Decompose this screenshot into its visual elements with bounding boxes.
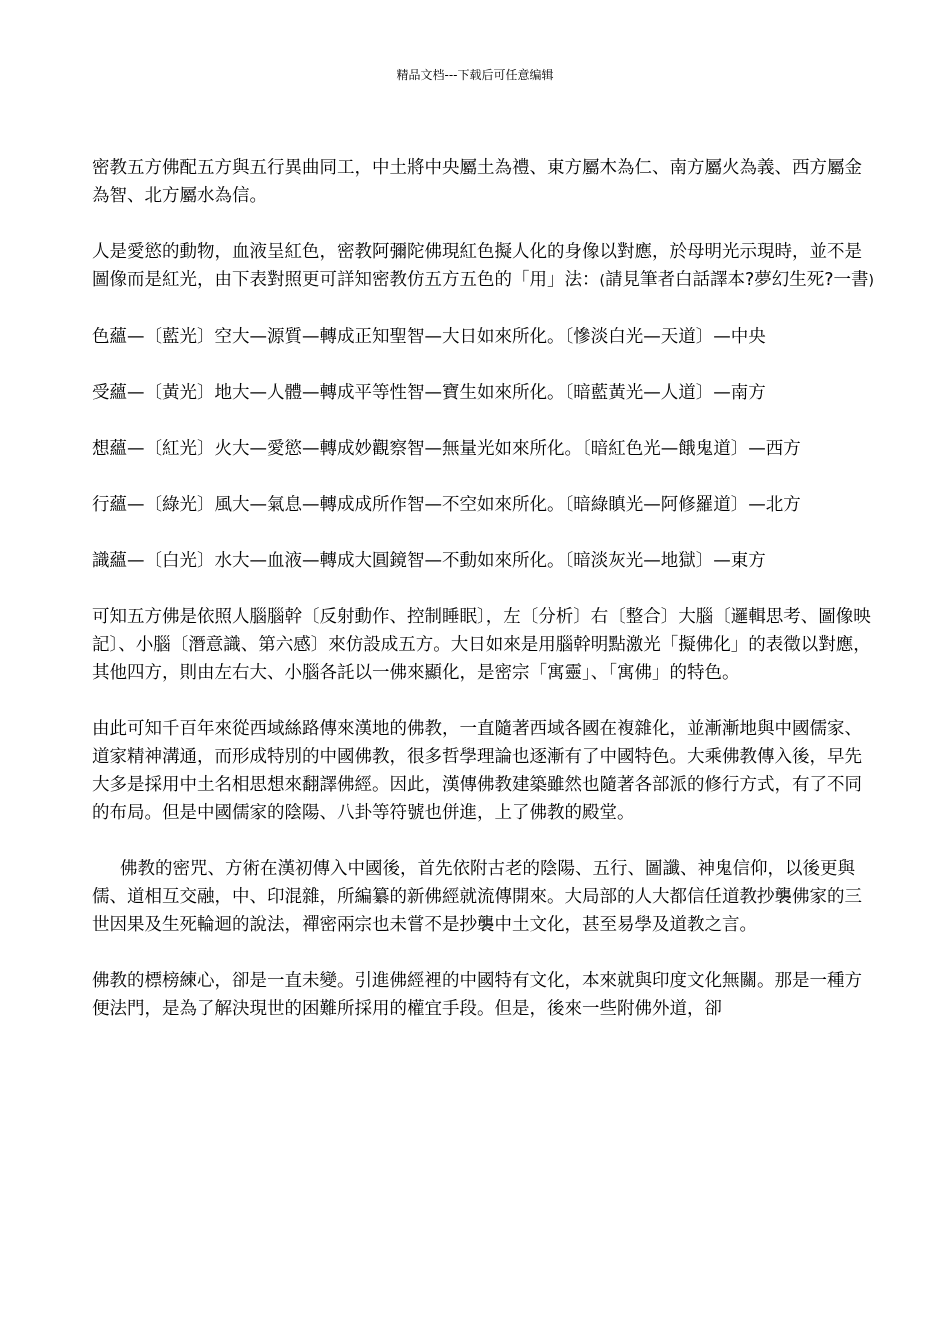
skandha-form: 色蘊—〔藍光〕空大—源質—轉成正知聖智—大日如來所化。〔慘淡白光—天道〕—中央: [92, 327, 766, 347]
document-body: [92, 154, 878, 1051]
paragraph-brain: 可知五方佛是依照人腦腦幹〔反射動作、控制睡眠〕，左〔分析〕右〔整合〕大腦〔邏輯思考、圖像映記〕、小腦〔潛意識、第六感〕來仿設成五方。大日如來是用腦幹明點激光「擬佛化」的表徵以對應，其他四方，則由左右大、小腦各託以一佛來顯化，是密宗「寓靈」、「寓佛」的特色。: [92, 607, 871, 683]
skandha-perception: 想蘊—〔紅光〕火大—愛慾—轉成妙觀察智—無量光如來所化。〔暗紅色光—餓鬼道〕—西方: [92, 439, 801, 459]
paragraph-red-light: [92, 238, 878, 295]
skandha-formation: 行蘊—〔綠光〕風大—氣息—轉成成所作智—不空如來所化。〔暗綠瞋光—阿修羅道〕—北方: [92, 495, 801, 515]
paragraph-mantras: 佛教的密咒、方術在漢初傳入中國後，首先依附古老的陰陽、五行、圖讖、神鬼信仰，以後更與儒、道相互交融，中、印混雜，所編纂的新佛經就流傳開來。大局部的人大都信任道教抄襲佛家的三世因果及生死輪迴的說法，禪密兩宗也未嘗不是抄襲中土文化，甚至易學及道教之言。: [92, 859, 862, 935]
paragraph-five-elements: 密教五方佛配五方與五行異曲同工，中土將中央屬土為禮、東方屬木為仁、南方屬火為義、西方屬金為智、北方屬水為信。: [92, 158, 862, 206]
paragraph-red-light-text: 人是愛慾的動物，血液呈紅色，密教阿彌陀佛現紅色擬人化的身像以對應，於母明光示現時，並不是圖像而是紅光，由下表對照更可詳知密教仿五方五色的「用」法：: [92, 242, 862, 290]
book-reference-note: 請見筆者白話譯本?夢幻生死?一書: [604, 270, 869, 290]
note-close-paren: ): [868, 273, 875, 289]
skandha-consciousness: 識蘊—〔白光〕水大—血液—轉成大圓鏡智—不動如來所化。〔暗淡灰光—地獄〕—東方: [92, 551, 766, 571]
paragraph-silk-road: 由此可知千百年來從西域絲路傳來漢地的佛教，一直隨著西域各國在複雜化，並漸漸地與中國儒家、道家精神溝通，而形成特別的中國佛教，很多哲學理論也逐漸有了中國特色。大乘佛教傳入後，早先大多是採用中土名相思想來翻譯佛經。因此，漢傳佛教建築雖然也隨著各部派的修行方式，有了不同的布局。但是中國儒家的陰陽、八卦等符號也併進，上了佛教的殿堂。: [92, 719, 862, 823]
skandha-feeling: 受蘊—〔黃光〕地大—人體—轉成平等性智—寶生如來所化。〔暗藍黃光—人道〕—南方: [92, 383, 766, 403]
note-open-paren: (: [599, 273, 605, 289]
paragraph-mind-training: 佛教的標榜練心，卻是一直未變。引進佛經裡的中國特有文化，本來就與印度文化無關。那是一種方便法門，是為了解決現世的困難所採用的權宜手段。但是，後來一些附佛外道，卻: [92, 971, 862, 1019]
page-header: 精品文档---下载后可任意编辑: [396, 68, 554, 82]
